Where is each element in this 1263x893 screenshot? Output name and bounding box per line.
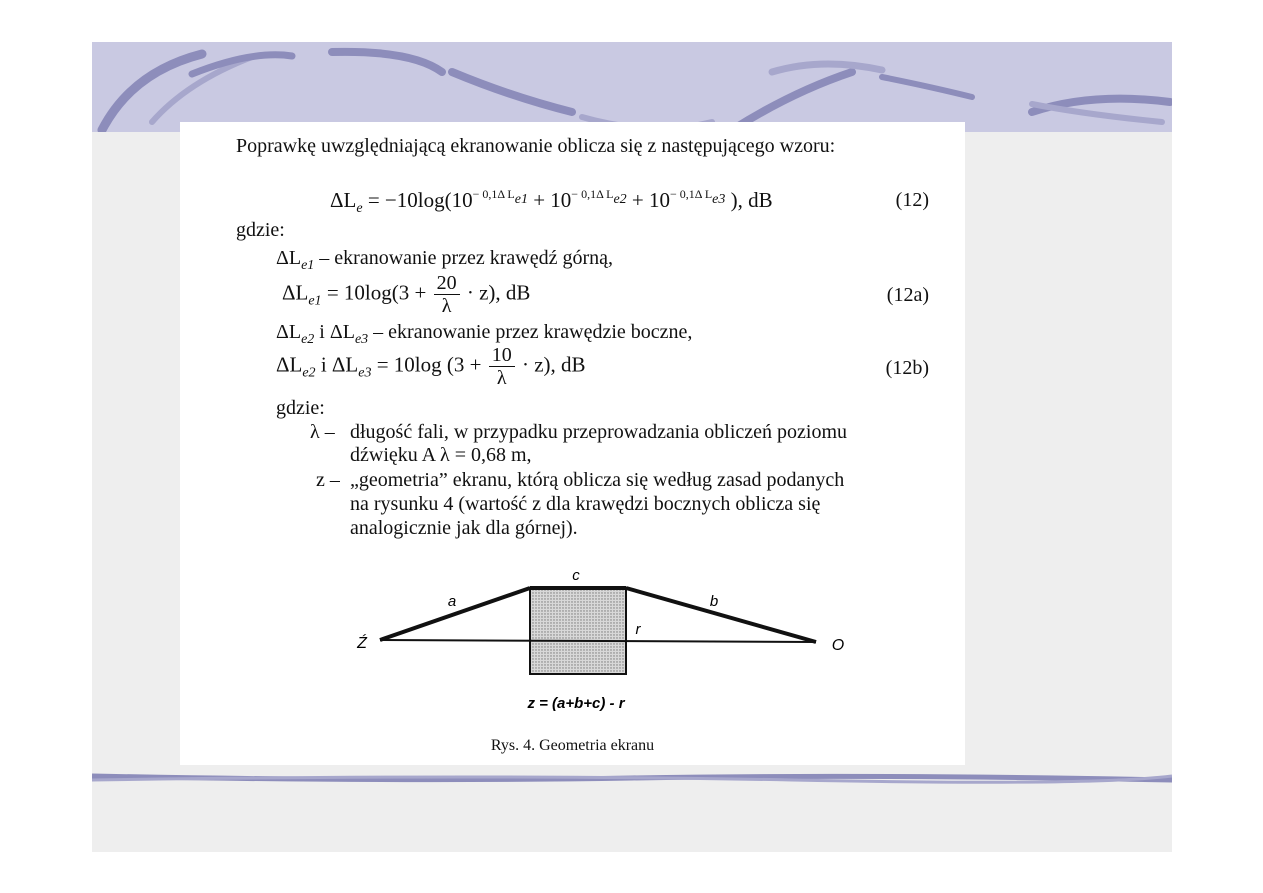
path-b-line — [626, 588, 816, 642]
definition-e2-e3: $\Delta L_{e2}$ i $\Delta L_{e3}$ – ekranowanie przez krawędzie boczne, — [276, 321, 693, 347]
slide-top-band — [92, 42, 1172, 132]
z-definition-line1: „geometria” ekranu, którą oblicza się według zasad podanych — [350, 469, 845, 491]
z-symbol: z – — [316, 469, 340, 491]
equation-12b: $\Delta L_{e2}$ i $\Delta L_{e3} = 10\log$ (3 + $\frac{10}{\lambda}$ · z), dB — [276, 344, 586, 389]
lambda-definition-line1: długość fali, w przypadku przeprowadzania obliczeń poziomu — [350, 421, 848, 443]
screen-geometry-figure — [340, 562, 860, 722]
lambda-symbol: λ – — [310, 421, 335, 443]
z-definition-line3: analogicznie jak dla górnej). — [350, 517, 578, 539]
direct-path-r-line — [380, 640, 816, 642]
equation-12b-number: (12b) — [885, 357, 929, 379]
equation-12a: $\Delta L_{e1} = 10\log(3$ + $\frac{20}{\lambda}$ · z), dB — [282, 272, 531, 317]
intro-text: Poprawkę uwzględniającą ekranowanie oblicza się z następującego wzoru: — [236, 135, 836, 157]
slide-bottom-band — [92, 770, 1172, 786]
bottom-swoosh — [92, 770, 1172, 786]
fraction-10-lambda: $\frac{10}{\lambda}$ — [489, 344, 515, 389]
label-source: Ź — [357, 635, 367, 652]
label-c: c — [572, 567, 580, 584]
document-page — [180, 122, 965, 765]
decorative-swooshes — [92, 42, 1172, 132]
equation-12a-number: (12a) — [886, 284, 929, 306]
figure-caption: Rys. 4. Geometria ekranu — [490, 737, 655, 754]
definition-e1: $\Delta L_{e1}$ – ekranowanie przez krawędź górną, — [276, 247, 614, 273]
equation-12-number: (12) — [895, 189, 929, 211]
label-r: r — [635, 621, 641, 638]
z-formula: z = (a+b+c) - r — [527, 695, 625, 712]
label-a: a — [447, 593, 457, 610]
screen-barrier — [530, 588, 626, 674]
label-b: b — [709, 593, 719, 610]
label-observer: O — [831, 637, 845, 654]
fraction-20-lambda: $\frac{20}{\lambda}$ — [434, 272, 460, 317]
gdzie-label-2: gdzie: — [276, 397, 325, 419]
z-definition-line2: na rysunku 4 (wartość z dla krawędzi bocznych oblicza się — [350, 493, 821, 515]
equation-12: $\Delta L_e = -10\log(10^{- 0,1\Delta L_{e1}} + 10^{- 0,1\Delta L_{e2}} + 10^{- 0,1\Delta L_{e3}}$ ), dB — [330, 187, 773, 216]
lambda-definition-line2: dźwięku A λ = 0,68 m, — [350, 444, 532, 466]
gdzie-label-1: gdzie: — [236, 219, 285, 241]
